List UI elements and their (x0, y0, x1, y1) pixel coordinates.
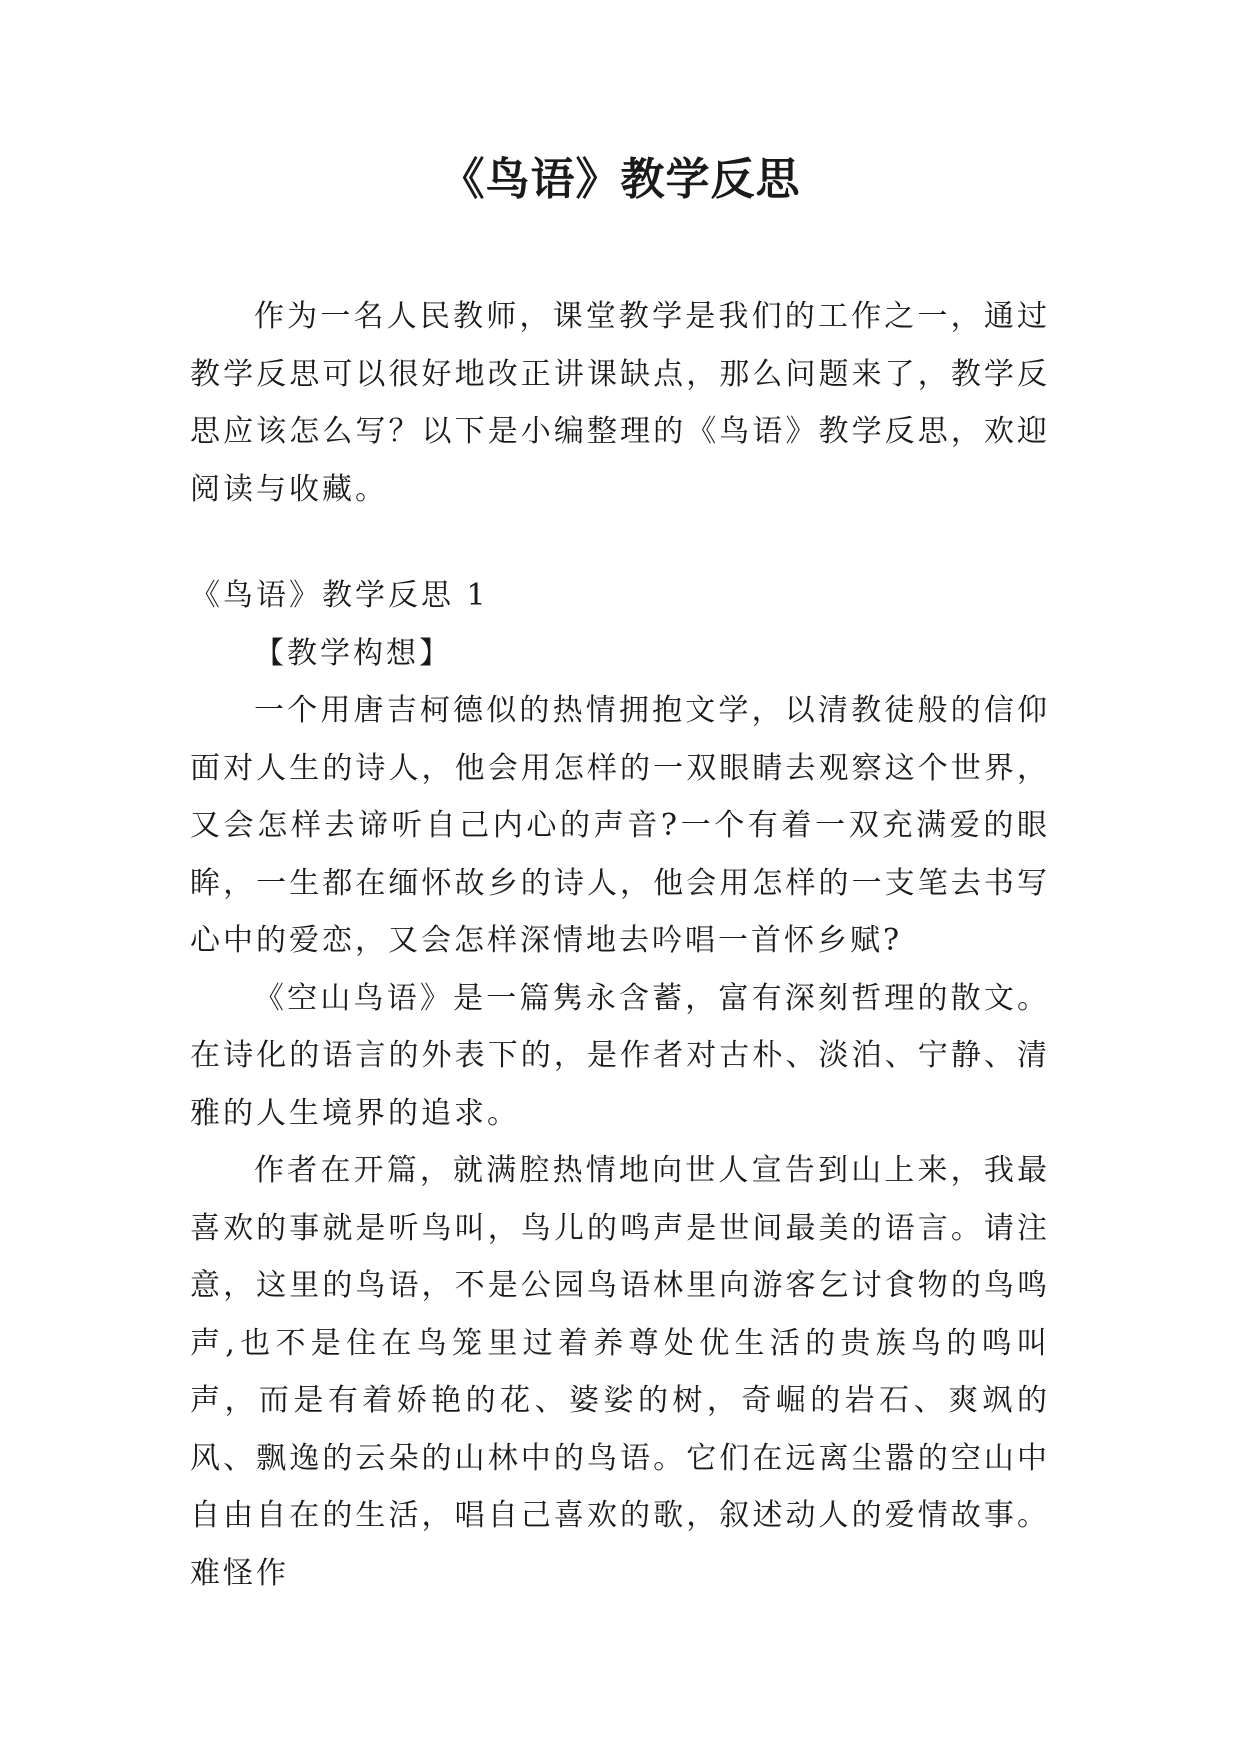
page-title: 《鸟语》教学反思 (440, 154, 801, 205)
body-paragraph: 一个用唐吉柯德似的热情拥抱文学，以清教徒般的信仰面对人生的诗人，他会用怎样的一双眼睛去观察这个世界，又会怎样去谛听自己内心的声音?一个有着一双充满爱的眼眸，一生都在缅怀故乡的诗人，他会用怎样的一支笔去书写心中的爱恋，又会怎样深情地去吟唱一首怀乡赋? (190, 693, 1050, 958)
body-paragraph: 作者在开篇，就满腔热情地向世人宣告到山上来，我最喜欢的事就是听鸟叫，鸟儿的鸣声是世间最美的语言。请注意，这里的鸟语，不是公园鸟语林里向游客乞讨食物的鸟鸣声,也不是住在鸟笼里过着养尊处优生活的贵族鸟的鸣叫声，而是有着娇艳的花、婆娑的树，奇崛的岩石、爽飒的风、飘逸的云朵的山林中的鸟语。它们在远离尘嚣的空山中自由自在的生活，唱自己喜欢的歌，叙述动人的爱情故事。难怪作 (190, 1153, 1050, 1591)
document-body (190, 288, 1050, 1602)
body-paragraph: 《空山鸟语》是一篇隽永含蓄，富有深刻哲理的散文。在诗化的语言的外表下的，是作者对古朴、淡泊、宁静、清雅的人生境界的追求。 (190, 980, 1050, 1131)
section-subheading: 【教学构想】 (254, 635, 452, 671)
intro-paragraph: 作为一名人民教师，课堂教学是我们的工作之一，通过教学反思可以很好地改正讲课缺点，那么问题来了，教学反思应该怎么写？以下是小编整理的《鸟语》教学反思，欢迎阅读与收藏。 (190, 299, 1050, 507)
spacer (190, 518, 1050, 567)
section-heading: 《鸟语》教学反思 1 (190, 578, 489, 613)
